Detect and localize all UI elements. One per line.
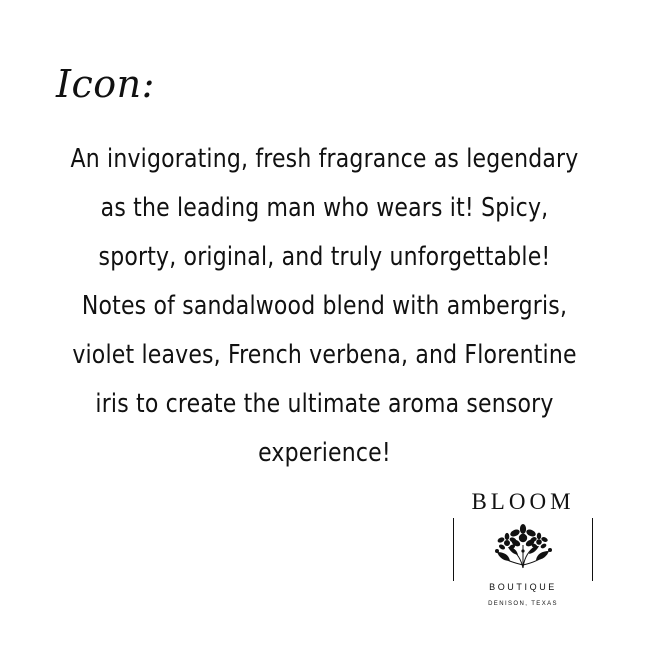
description-line: violet leaves, French verbena, and Florentine — [72, 340, 577, 370]
description-line: experience! — [258, 438, 391, 468]
description-line: An invigorating, fresh fragrance as legendary — [70, 144, 579, 174]
logo-city: DENISON, TEXAS — [488, 601, 558, 607]
brand-logo — [453, 487, 593, 607]
logo-wordmark: BLOOM — [453, 487, 593, 518]
description-line: as the leading man who wears it! Spicy, — [100, 193, 549, 223]
product-description — [68, 135, 580, 478]
page-title: Icon: — [56, 62, 155, 106]
description-line: sporty, original, and truly unforgettable! — [98, 242, 551, 272]
logo-subtitle: BOUTIQUE — [453, 581, 593, 593]
flower-bouquet-icon — [477, 521, 569, 569]
description-line: Notes of sandalwood blend with ambergris, — [81, 291, 568, 321]
description-line: iris to create the ultimate aroma sensory — [95, 389, 554, 419]
